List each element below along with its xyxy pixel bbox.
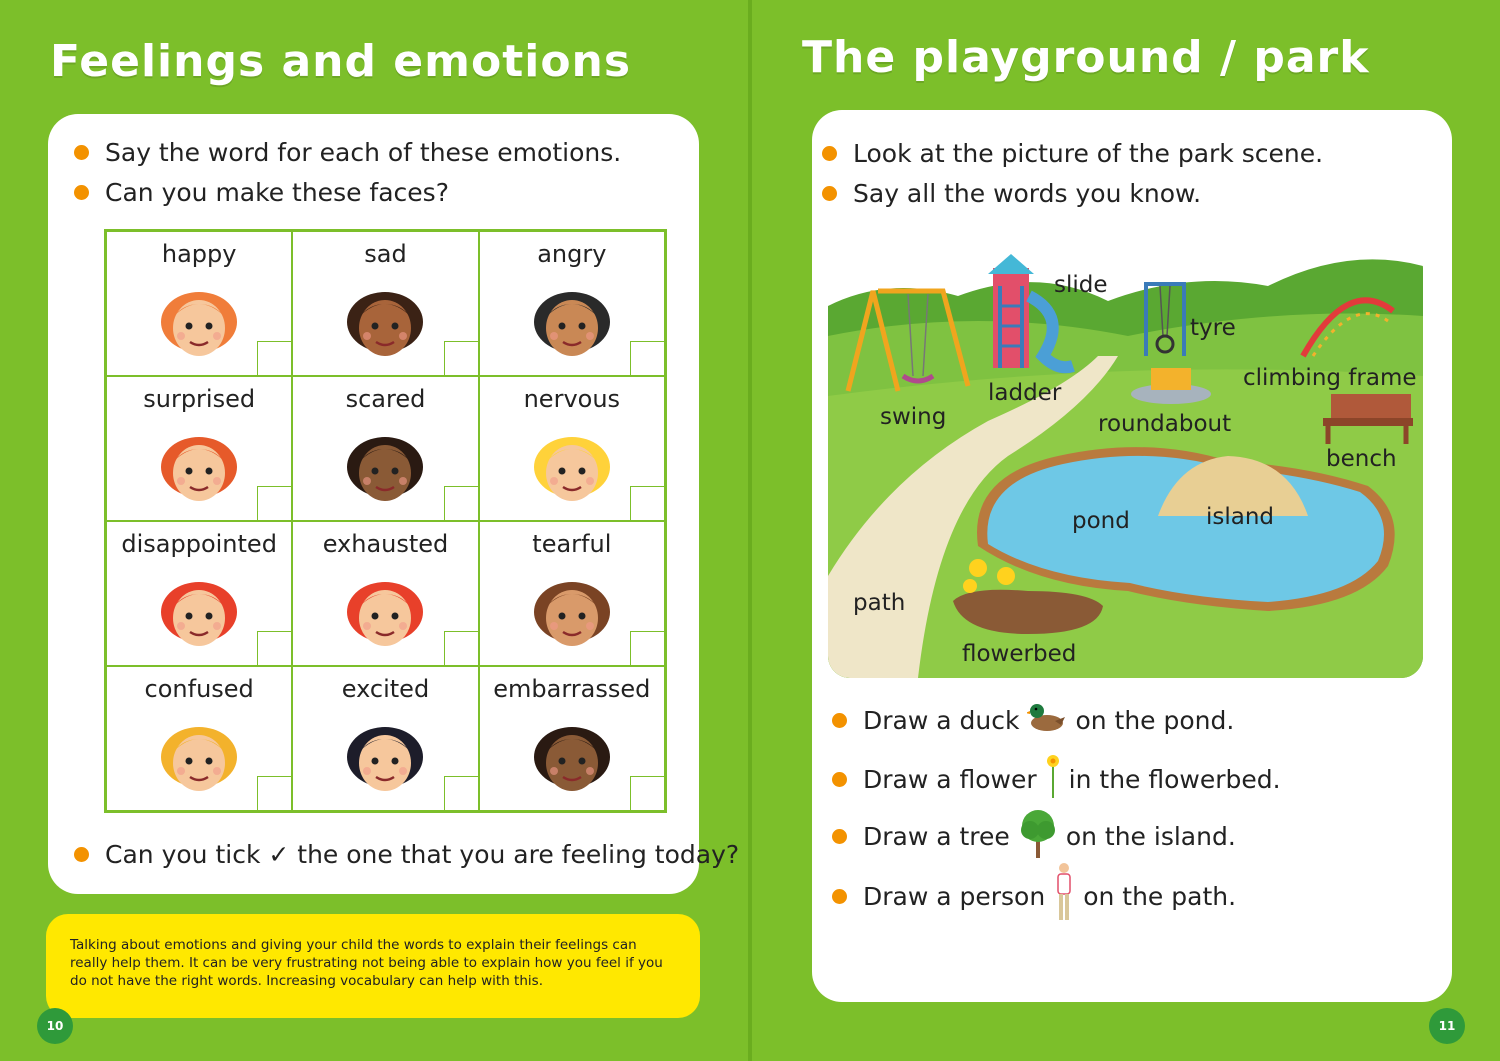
label-slide: slide: [1054, 272, 1108, 298]
emotions-grid: [104, 229, 667, 813]
emotion-label: surprised: [143, 385, 256, 413]
emotion-cell: [106, 521, 292, 666]
emotion-face-icon: [340, 282, 430, 366]
bullet-text: Can you make these faces?: [105, 178, 449, 207]
emotion-label: scared: [345, 385, 426, 413]
left-bullet-tick-question: [74, 840, 739, 869]
emotion-cell: [106, 231, 292, 376]
emotion-label: nervous: [523, 385, 621, 413]
flower-icon: [1045, 754, 1061, 804]
tick-box[interactable]: [257, 631, 291, 665]
emotion-face-icon: [154, 717, 244, 801]
emotion-cell: [292, 666, 478, 811]
emotion-face-icon: [340, 717, 430, 801]
page-gutter: [748, 0, 752, 1061]
tick-box[interactable]: [630, 776, 664, 810]
tick-box[interactable]: [630, 486, 664, 520]
right-bullet-1: [822, 139, 1323, 168]
label-roundabout: roundabout: [1098, 411, 1232, 437]
label-swing: swing: [880, 404, 947, 430]
right-page-title: The playground / park: [802, 32, 1370, 83]
tick-box[interactable]: [630, 341, 664, 375]
tick-box[interactable]: [444, 341, 478, 375]
left-page-title: Feelings and emotions: [50, 36, 632, 87]
bullet-text: Say all the words you know.: [853, 179, 1202, 208]
draw-task-text: Draw a person: [863, 881, 1046, 911]
draw-task-text: on the path.: [1083, 881, 1237, 911]
emotion-face-icon: [340, 572, 430, 656]
bullet-dot: [832, 713, 847, 728]
label-bench: bench: [1326, 446, 1397, 472]
emotion-face-icon: [154, 572, 244, 656]
emotion-face-icon: [154, 427, 244, 511]
page-number-left: 10: [37, 1008, 73, 1044]
emotion-label: sad: [364, 240, 407, 268]
draw-task-person: [832, 862, 1236, 930]
draw-task-flower: [832, 754, 1281, 804]
emotion-cell: [479, 521, 665, 666]
tick-box[interactable]: [630, 631, 664, 665]
tick-box[interactable]: [257, 341, 291, 375]
bullet-dot: [832, 829, 847, 844]
emotion-cell: [292, 376, 478, 521]
parent-note-text: Talking about emotions and giving your child the words to explain their feelings can really help them. It can be very frustrating not being able to explain how you feel if you do not have the right words. Increasing vocabulary can help with this.: [70, 937, 663, 989]
emotion-cell: [106, 376, 292, 521]
emotion-cell: [479, 231, 665, 376]
page-number-right: 11: [1429, 1008, 1465, 1044]
emotion-cell: [292, 521, 478, 666]
emotion-label: disappointed: [121, 530, 277, 558]
draw-task-duck: [832, 699, 1234, 741]
emotion-label: angry: [537, 240, 607, 268]
label-ladder: ladder: [988, 380, 1062, 406]
right-bullet-2: [822, 179, 1201, 208]
tick-box[interactable]: [444, 776, 478, 810]
left-bullet-1: [74, 138, 621, 167]
bullet-text: Say the word for each of these emotions.: [105, 138, 622, 167]
duck-icon: [1027, 699, 1067, 741]
emotion-label: embarrassed: [493, 675, 651, 703]
draw-task-tree: [832, 808, 1236, 864]
draw-task-text: Draw a tree: [863, 821, 1010, 851]
left-bullet-2: [74, 178, 449, 207]
tree-icon: [1018, 808, 1058, 864]
draw-task-text: on the pond.: [1075, 705, 1235, 735]
emotion-face-icon: [340, 427, 430, 511]
draw-task-text: Draw a duck: [863, 705, 1020, 735]
draw-task-text: Draw a flower: [863, 764, 1037, 794]
emotion-cell: [479, 666, 665, 811]
bullet-dot: [74, 185, 89, 200]
label-climbing-frame: climbing frame: [1243, 365, 1417, 391]
emotion-label: confused: [144, 675, 254, 703]
emotion-label: tearful: [532, 530, 612, 558]
emotion-face-icon: [527, 572, 617, 656]
draw-task-text: in the flowerbed.: [1068, 764, 1281, 794]
label-path: path: [853, 590, 906, 616]
emotion-label: exhausted: [322, 530, 449, 558]
emotion-cell: [292, 231, 478, 376]
emotion-face-icon: [527, 282, 617, 366]
emotion-face-icon: [527, 427, 617, 511]
tick-box[interactable]: [444, 631, 478, 665]
emotion-cell: [479, 376, 665, 521]
emotion-face-icon: [527, 717, 617, 801]
person-icon: [1053, 862, 1075, 930]
bullet-text: Look at the picture of the park scene.: [853, 139, 1324, 168]
emotion-face-icon: [154, 282, 244, 366]
bullet-dot: [832, 772, 847, 787]
bullet-dot: [74, 145, 89, 160]
emotion-label: excited: [341, 675, 430, 703]
label-flowerbed: flowerbed: [962, 641, 1077, 667]
tick-box[interactable]: [444, 486, 478, 520]
tick-box[interactable]: [257, 486, 291, 520]
draw-task-text: on the island.: [1065, 821, 1236, 851]
label-pond: pond: [1072, 508, 1130, 534]
bullet-dot: [822, 146, 837, 161]
parent-note-box: [46, 914, 700, 1018]
bullet-text: Can you tick ✓ the one that you are feeling today?: [105, 840, 740, 869]
emotion-cell: [106, 666, 292, 811]
label-tyre: tyre: [1190, 315, 1236, 341]
bullet-dot: [74, 847, 89, 862]
label-island: island: [1206, 504, 1275, 530]
bullet-dot: [832, 889, 847, 904]
tick-box[interactable]: [257, 776, 291, 810]
emotion-label: happy: [161, 240, 237, 268]
bullet-dot: [822, 186, 837, 201]
